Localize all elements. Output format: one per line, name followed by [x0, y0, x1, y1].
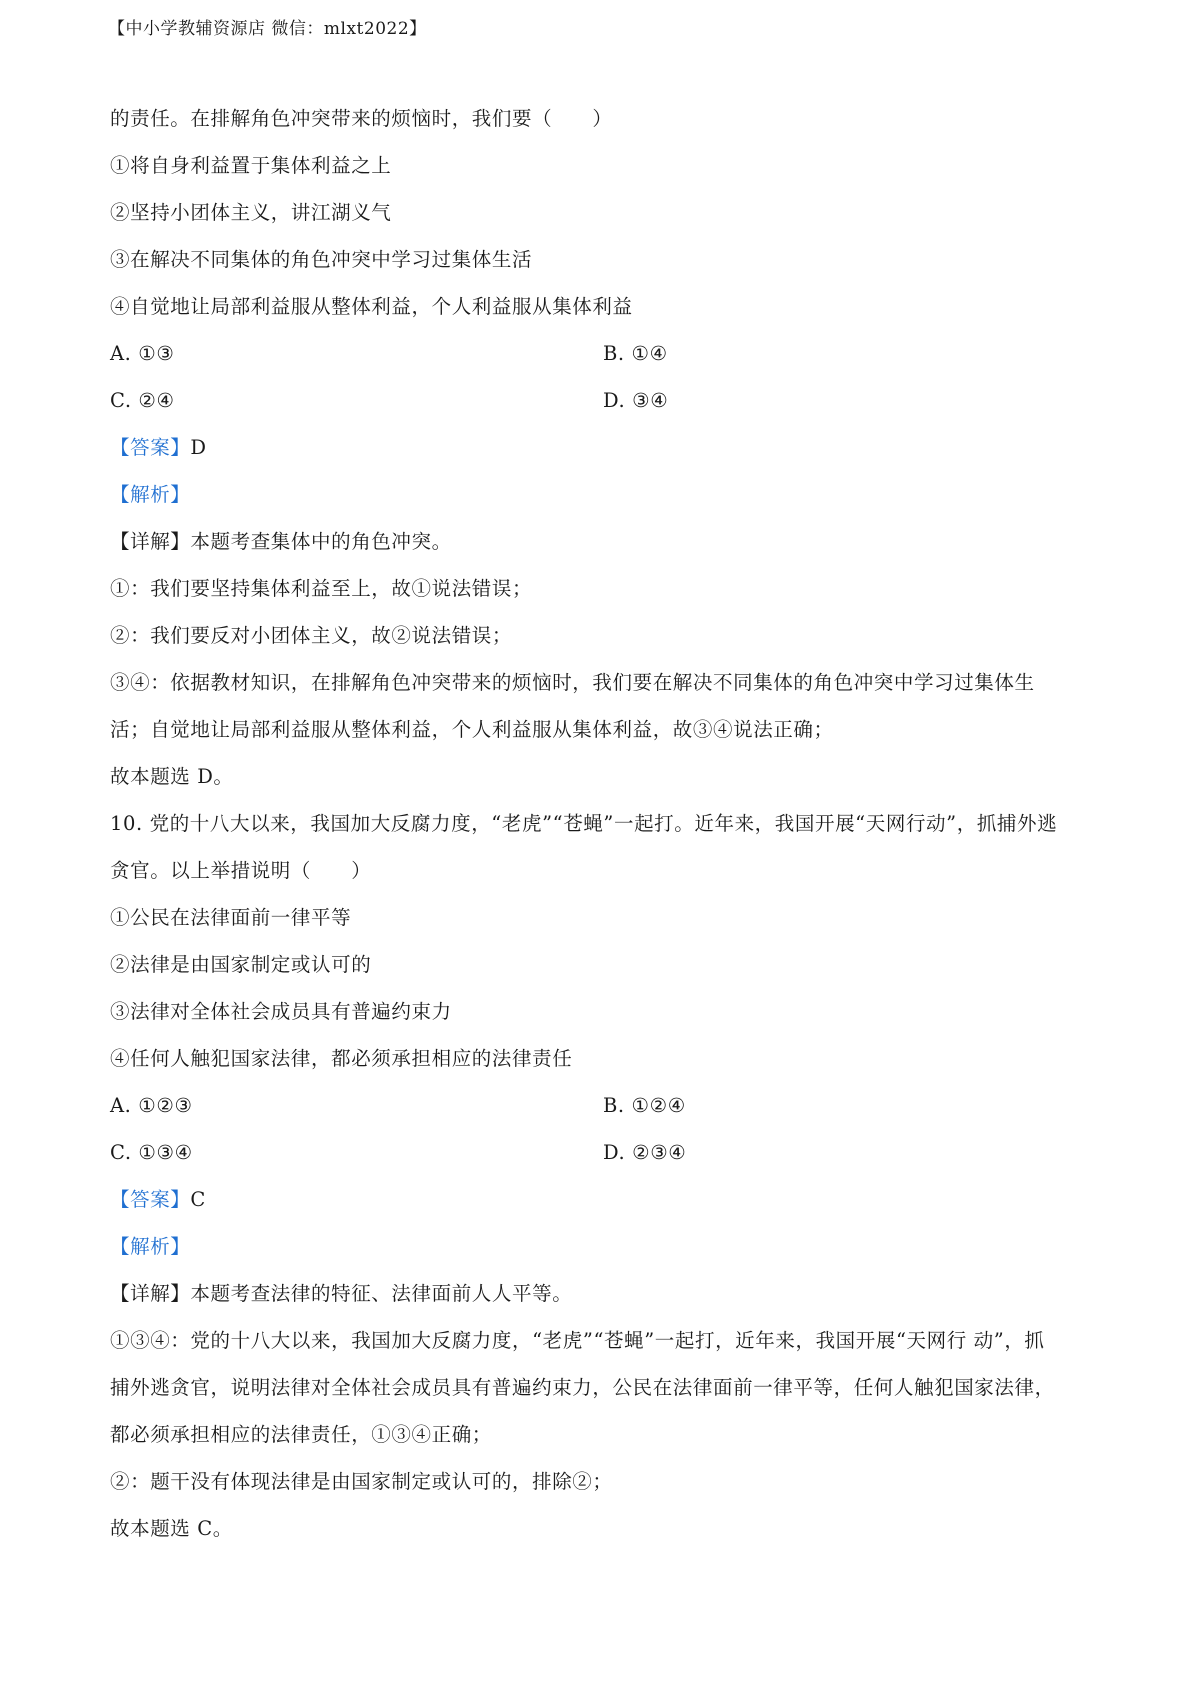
- q9-explanation-4: 活；自觉地让局部利益服从整体利益，个人利益服从集体利益，故③④说法正确；: [110, 718, 834, 741]
- q9-option-a: A. ①③: [110, 342, 175, 365]
- q9-option-d: D. ③④: [603, 389, 669, 412]
- q10-statement-2: ②法律是由国家制定或认可的: [110, 953, 372, 976]
- q10-statement-1: ①公民在法律面前一律平等: [110, 906, 352, 929]
- q10-explanation-3: 都必须承担相应的法律责任，①③④正确；: [110, 1423, 492, 1446]
- q9-detail-tag: 【详解】: [110, 530, 191, 553]
- q10-detail: [110, 1270, 1100, 1317]
- q10-analysis-tag: 【解析】: [110, 1235, 191, 1258]
- q9-statement-3: ③在解决不同集体的角色冲突中学习过集体生活: [110, 248, 533, 271]
- q10-explanation-4: ②：题干没有体现法律是由国家制定或认可的，排除②；: [110, 1470, 613, 1493]
- q10-answer-value: C: [190, 1188, 206, 1211]
- q9-answer-value: D: [190, 436, 207, 459]
- q9-option-c: C. ②④: [110, 389, 175, 412]
- q10-answer: [110, 1176, 1100, 1223]
- q10-detail-text: 本题考查法律的特征、法律面前人人平等。: [190, 1282, 573, 1305]
- q10-analysis: [110, 1223, 1100, 1270]
- q10-options-row-1: [110, 1082, 1100, 1129]
- q9-option-b: B. ①④: [603, 342, 668, 365]
- q9-statement-1: ①将自身利益置于集体利益之上: [110, 154, 392, 177]
- q10-statement-4: ④任何人触犯国家法律，都必须承担相应的法律责任: [110, 1047, 573, 1070]
- q10-conclusion: 故本题选 C。: [110, 1517, 233, 1540]
- document-body: [110, 95, 1100, 1552]
- q10-option-b: B. ①②④: [603, 1094, 686, 1117]
- q9-detail-text: 本题考查集体中的角色冲突。: [190, 530, 452, 553]
- q9-statement-4: ④自觉地让局部利益服从整体利益，个人利益服从集体利益: [110, 295, 633, 318]
- q10-stem-line-2: 贪官。以上举措说明（ ）: [110, 859, 372, 882]
- q9-options-row-1: [110, 330, 1100, 377]
- q9-explanation-3: ③④：依据教材知识，在排解角色冲突带来的烦恼时，我们要在解决不同集体的角色冲突中学习过集体生: [110, 671, 1035, 694]
- q9-analysis: [110, 471, 1100, 518]
- q9-options-row-2: [110, 377, 1100, 424]
- q10-explanation-2: 捕外逃贪官，说明法律对全体社会成员具有普遍约束力，公民在法律面前一律平等，任何人触犯国家法律，: [110, 1376, 1055, 1399]
- q10-answer-tag: 【答案】: [110, 1188, 191, 1211]
- q9-detail: [110, 518, 1100, 565]
- q10-options-row-2: [110, 1129, 1100, 1176]
- page-header: 【中小学教辅资源店 微信：mlxt2022】: [108, 19, 427, 39]
- q10-option-a: A. ①②③: [110, 1094, 193, 1117]
- q9-answer: [110, 424, 1100, 471]
- q10-statement-3: ③法律对全体社会成员具有普遍约束力: [110, 1000, 452, 1023]
- q9-explanation-1: ①：我们要坚持集体利益至上，故①说法错误；: [110, 577, 533, 600]
- q10-explanation-1: ①③④：党的十八大以来，我国加大反腐力度，“老虎”“苍蝇”一起打，近年来，我国开展“天网行 动”，抓: [110, 1329, 1045, 1352]
- q9-answer-tag: 【答案】: [110, 436, 191, 459]
- q9-analysis-tag: 【解析】: [110, 483, 191, 506]
- q9-statement-2: ②坚持小团体主义，讲江湖义气: [110, 201, 392, 224]
- q10-option-d: D. ②③④: [603, 1141, 687, 1164]
- q10-detail-tag: 【详解】: [110, 1282, 191, 1305]
- q10-stem-line-1: 10. 党的十八大以来，我国加大反腐力度，“老虎”“苍蝇”一起打。近年来，我国开展“天网行动”，抓捕外逃: [110, 812, 1058, 835]
- q10-option-c: C. ①③④: [110, 1141, 193, 1164]
- q9-stem-tail: 的责任。在排解角色冲突带来的烦恼时，我们要（ ）: [110, 107, 613, 130]
- q9-conclusion: 故本题选 D。: [110, 765, 234, 788]
- q9-explanation-2: ②：我们要反对小团体主义，故②说法错误；: [110, 624, 513, 647]
